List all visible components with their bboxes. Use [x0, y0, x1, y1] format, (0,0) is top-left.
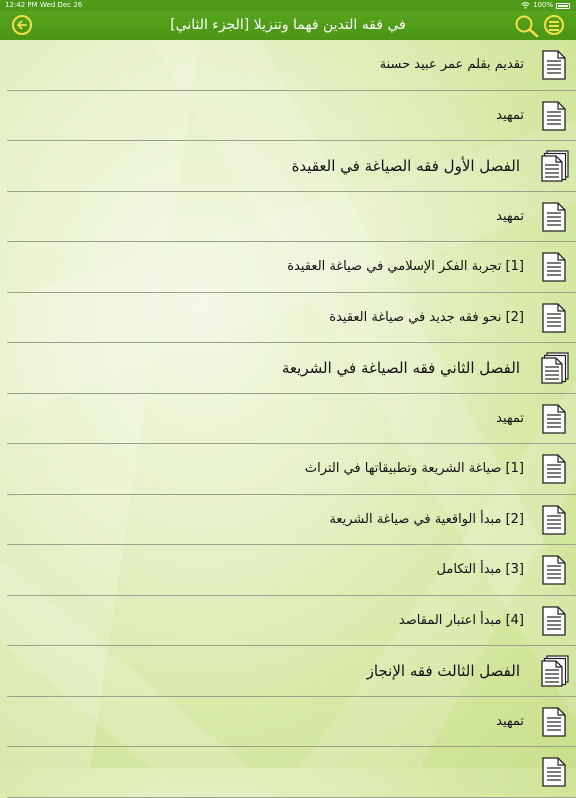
- document-icon: [540, 50, 566, 80]
- document-stack-icon: [540, 150, 570, 182]
- status-right: [521, 0, 570, 11]
- nav-bar: [0, 11, 576, 40]
- chapter-row[interactable]: [7, 343, 576, 394]
- search-icon[interactable]: [514, 14, 540, 38]
- list-item[interactable]: [7, 495, 576, 546]
- list-item-label: الفصل الأول فقه الصياغة في العقيدة: [291, 157, 520, 175]
- document-icon: [540, 404, 566, 434]
- list-item[interactable]: [7, 545, 576, 596]
- document-icon: [540, 757, 566, 787]
- list-item-label: الفصل الثالث فقه الإنجاز: [366, 662, 520, 680]
- page-title: في فقه التدين فهما وتنزيلا [الجزء الثاني]: [170, 17, 406, 33]
- list-item[interactable]: [7, 40, 576, 91]
- list-item-label: [2] نحو فقه جديد في صياغة العقيدة: [329, 309, 524, 325]
- list-item[interactable]: [7, 697, 576, 748]
- document-stack-icon: [540, 352, 570, 384]
- battery-icon: [556, 3, 570, 9]
- list-item-label: تمهيد: [496, 208, 524, 224]
- document-icon: [540, 606, 566, 636]
- arrow-left-icon: [15, 18, 29, 32]
- list-item-label: تقديم بقلم عمر عبيد حسنة: [379, 57, 524, 72]
- list-item[interactable]: [7, 596, 576, 647]
- hamburger-menu-icon[interactable]: [544, 15, 564, 35]
- list-item[interactable]: [7, 242, 576, 293]
- wifi-icon: [521, 2, 530, 9]
- list-item[interactable]: [7, 91, 576, 142]
- list-item-label: تمهيد: [496, 107, 524, 123]
- document-icon: [540, 101, 566, 131]
- chapter-row[interactable]: [7, 646, 576, 697]
- document-icon: [540, 252, 566, 282]
- battery-percent: 100%: [532, 1, 553, 9]
- status-bar: [0, 0, 576, 11]
- back-button[interactable]: [12, 15, 32, 35]
- list-item-label: [4] مبدأ اعتبار المقاصد: [398, 612, 524, 628]
- status-date: Wed Dec 26: [40, 1, 83, 9]
- document-icon: [540, 707, 566, 737]
- list-item-label: تمهيد: [496, 713, 524, 729]
- list-item[interactable]: [7, 293, 576, 344]
- list-item-label: [3] مبدأ التكامل: [436, 562, 524, 577]
- list-item[interactable]: [7, 747, 576, 798]
- chapter-row[interactable]: [7, 141, 576, 192]
- status-time: 12:42 PM: [5, 1, 38, 9]
- list-item-label: [2] مبدأ الواقعية في صياغة الشريعة: [329, 511, 524, 527]
- list-item-label: [1] صياغة الشريعة وتطبيقاتها في التراث: [304, 461, 524, 476]
- document-icon: [540, 555, 566, 585]
- list-item[interactable]: [7, 192, 576, 243]
- document-icon: [540, 505, 566, 535]
- list-item-label: الفصل الثاني فقه الصياغة في الشريعة: [281, 359, 520, 377]
- document-icon: [540, 303, 566, 333]
- list-item-label: تمهيد: [496, 410, 524, 426]
- list-item-label: [1] تجربة الفكر الإسلامي في صياغة العقيدة: [287, 259, 524, 274]
- list-item[interactable]: [7, 394, 576, 445]
- document-icon: [540, 202, 566, 232]
- contents-list: [0, 40, 576, 798]
- document-stack-icon: [540, 655, 570, 687]
- document-icon: [540, 454, 566, 484]
- list-item[interactable]: [7, 444, 576, 495]
